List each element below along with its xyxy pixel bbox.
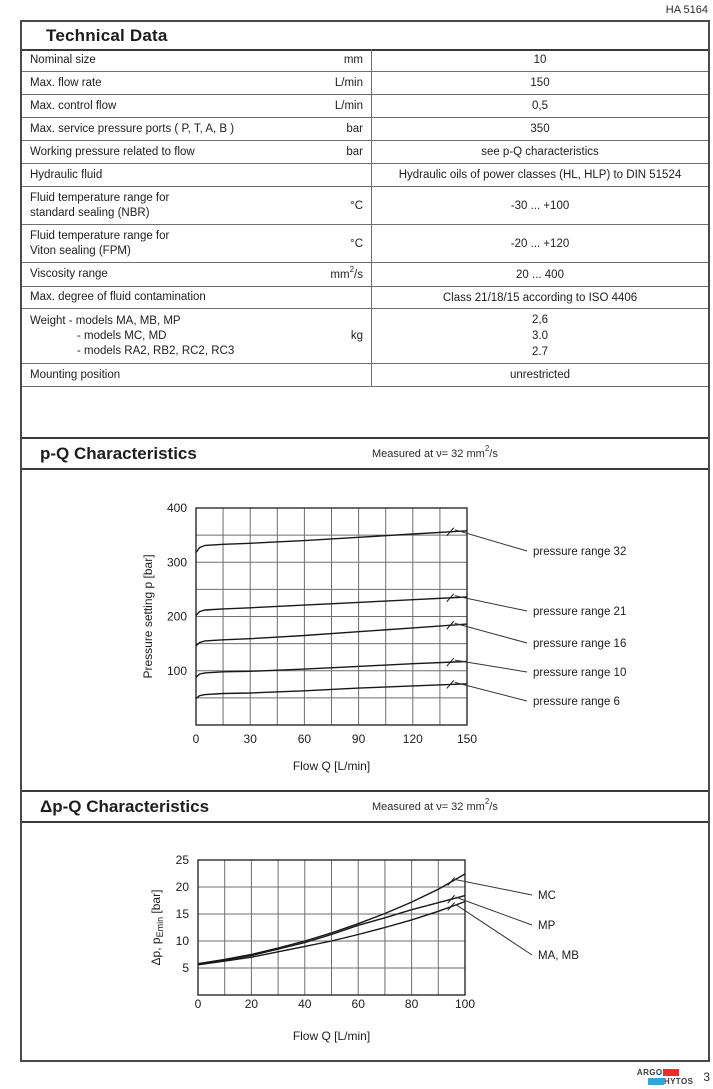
y-tick-label: 25 <box>175 853 189 867</box>
unit-label: bar <box>346 146 363 158</box>
value-cell: see p-Q characteristics <box>371 141 708 163</box>
value-cell: 2,6 3.0 2.7 <box>371 309 708 363</box>
y-axis-label: Pressure setting p [bar] <box>141 554 155 679</box>
pq-measured-note: Measured at ν= 32 $mm^2/s$ <box>372 443 498 460</box>
parameter-label: Max. degree of fluid contamination <box>30 291 206 303</box>
y-tick-label: 20 <box>175 880 189 894</box>
x-tick-label: 120 <box>402 732 423 746</box>
parameter-label: Fluid temperature range for Viton sealing (FPM) <box>30 229 170 257</box>
unit-label: L/min <box>334 100 363 112</box>
value-cell: 20 ... 400 <box>371 263 708 286</box>
parameter-label: Max. control flow <box>30 99 117 112</box>
series-label: MA, MB <box>538 950 579 962</box>
value-cell: 150 <box>371 72 708 94</box>
value-cell: unrestricted <box>371 364 708 386</box>
value-cell: Class 21/18/15 according to ISO 4406 <box>371 287 708 308</box>
parameter-cell <box>22 164 371 186</box>
x-tick-label: 40 <box>298 997 312 1011</box>
value-cell: 0,5 <box>371 95 708 117</box>
parameter-cell <box>22 225 371 262</box>
parameter-label: Max. service pressure ports ( P, T, A, B ) <box>30 122 235 135</box>
unit-label: °C <box>350 237 363 250</box>
page-number: 3 <box>703 1070 710 1084</box>
argo-hytos-logo <box>637 1068 693 1086</box>
value-cell: 10 <box>371 49 708 71</box>
parameter-label: Max. flow rate <box>30 76 102 89</box>
leader-line <box>455 623 527 643</box>
leader-line <box>456 897 532 925</box>
x-tick-label: 60 <box>297 732 312 746</box>
value-cell: 350 <box>371 118 708 140</box>
table-row <box>22 364 708 387</box>
unit-label: kg <box>350 330 363 342</box>
content-frame <box>20 20 710 1062</box>
y-tick-label: 400 <box>166 501 187 515</box>
x-tick-label: 20 <box>244 997 259 1011</box>
series-label: MC <box>538 890 556 902</box>
y-tick-label: 300 <box>166 555 187 570</box>
unit-label: mm <box>343 54 363 66</box>
leader-line <box>456 904 532 955</box>
table-row <box>22 141 708 164</box>
x-tick-label: 30 <box>243 732 257 746</box>
y-tick-label: 5 <box>182 961 189 975</box>
table-row <box>22 95 708 118</box>
value-cell: -30 ... +100 <box>371 187 708 224</box>
x-tick-label: 80 <box>404 997 419 1011</box>
value-cell: -20 ... +120 <box>371 225 708 262</box>
x-axis-label: Flow Q [L/min] <box>292 759 371 773</box>
parameter-label: Hydraulic fluid <box>30 168 103 181</box>
parameter-cell <box>22 309 371 363</box>
parameter-label: Fluid temperature range for standard sealing (NBR) <box>30 191 170 219</box>
parameter-label: Weight - models MA, MB, MP - models MC, MD - models RA2, RB2, RC2, RC3 <box>30 314 235 357</box>
table-row <box>22 164 708 187</box>
unit-label: °C <box>350 199 363 212</box>
curve-tick-mark <box>448 878 455 886</box>
parameter-cell <box>22 72 371 94</box>
x-tick-label: 0 <box>194 997 202 1011</box>
x-tick-label: 60 <box>351 997 365 1011</box>
logo-argo-text: ARGO <box>636 1067 663 1077</box>
leader-line <box>455 530 527 551</box>
logo-row-top <box>637 1068 693 1077</box>
logo-hytos-text: HYTOS <box>663 1076 694 1086</box>
y-tick-label: 100 <box>166 663 187 678</box>
parameter-cell <box>22 118 371 140</box>
logo-blue-block <box>648 1078 664 1085</box>
page-footer <box>0 1066 713 1088</box>
table-row <box>22 225 708 263</box>
parameter-cell <box>22 364 371 386</box>
table-row <box>22 187 708 225</box>
parameter-label: Nominal size <box>30 53 96 66</box>
series-label: pressure range 6 <box>533 696 620 708</box>
table-row <box>22 309 708 364</box>
logo-red-block <box>663 1069 679 1076</box>
logo-row-bottom <box>648 1077 693 1086</box>
technical-data-header <box>22 22 708 51</box>
series-label: pressure range 16 <box>533 638 627 650</box>
document-reference: HA 5164 <box>665 4 708 16</box>
dpq-measured-note: Measured at ν= 32 $mm^2/s$ <box>372 796 498 813</box>
table-row <box>22 287 708 309</box>
x-axis-label: Flow Q [L/min] <box>292 1029 371 1043</box>
parameter-cell <box>22 287 371 308</box>
leader-line <box>455 596 527 611</box>
leader-line <box>456 880 532 895</box>
table-row <box>22 263 708 287</box>
unit-label: L/min <box>334 77 363 89</box>
table-row <box>22 72 708 95</box>
parameter-label: Working pressure related to flow <box>30 145 195 158</box>
technical-data-title: Technical Data <box>46 25 168 45</box>
parameter-label: Mounting position <box>30 368 121 381</box>
pq-chart <box>22 470 708 790</box>
parameter-cell <box>22 263 371 286</box>
series-label: pressure range 10 <box>533 667 627 679</box>
series-label: MP <box>538 920 556 932</box>
y-tick-label: 15 <box>175 907 189 921</box>
dpq-section-header <box>22 790 708 823</box>
value-cell: Hydraulic oils of power classes (HL, HLP) to DIN 51524 <box>371 164 708 186</box>
table-row <box>22 49 708 72</box>
x-tick-label: 100 <box>454 997 476 1011</box>
parameter-cell <box>22 187 371 224</box>
dpq-chart <box>22 823 708 1060</box>
unit-label: bar <box>346 123 363 135</box>
parameter-cell <box>22 49 371 71</box>
x-tick-label: 90 <box>351 732 366 746</box>
unit-label: $mm^2/s$ <box>330 264 363 281</box>
series-label: pressure range 21 <box>533 606 627 618</box>
table-row <box>22 118 708 141</box>
parameter-cell <box>22 95 371 117</box>
dpq-section-title: Δp-Q Characteristics <box>40 796 210 816</box>
parameter-cell <box>22 141 371 163</box>
series-label: pressure range 32 <box>533 546 627 558</box>
leader-line <box>455 660 527 672</box>
y-tick-label: 200 <box>166 609 187 624</box>
parameter-label: Viscosity range <box>30 268 108 280</box>
pq-section-title: p-Q Characteristics <box>40 443 197 463</box>
y-axis-label: Δp, $p_{Emin}$ [bar] <box>149 889 165 966</box>
x-tick-label: 0 <box>192 732 200 746</box>
y-tick-label: 10 <box>175 934 189 948</box>
technical-data-table <box>22 49 708 387</box>
pq-section-header <box>22 437 708 470</box>
x-tick-label: 150 <box>456 732 478 746</box>
